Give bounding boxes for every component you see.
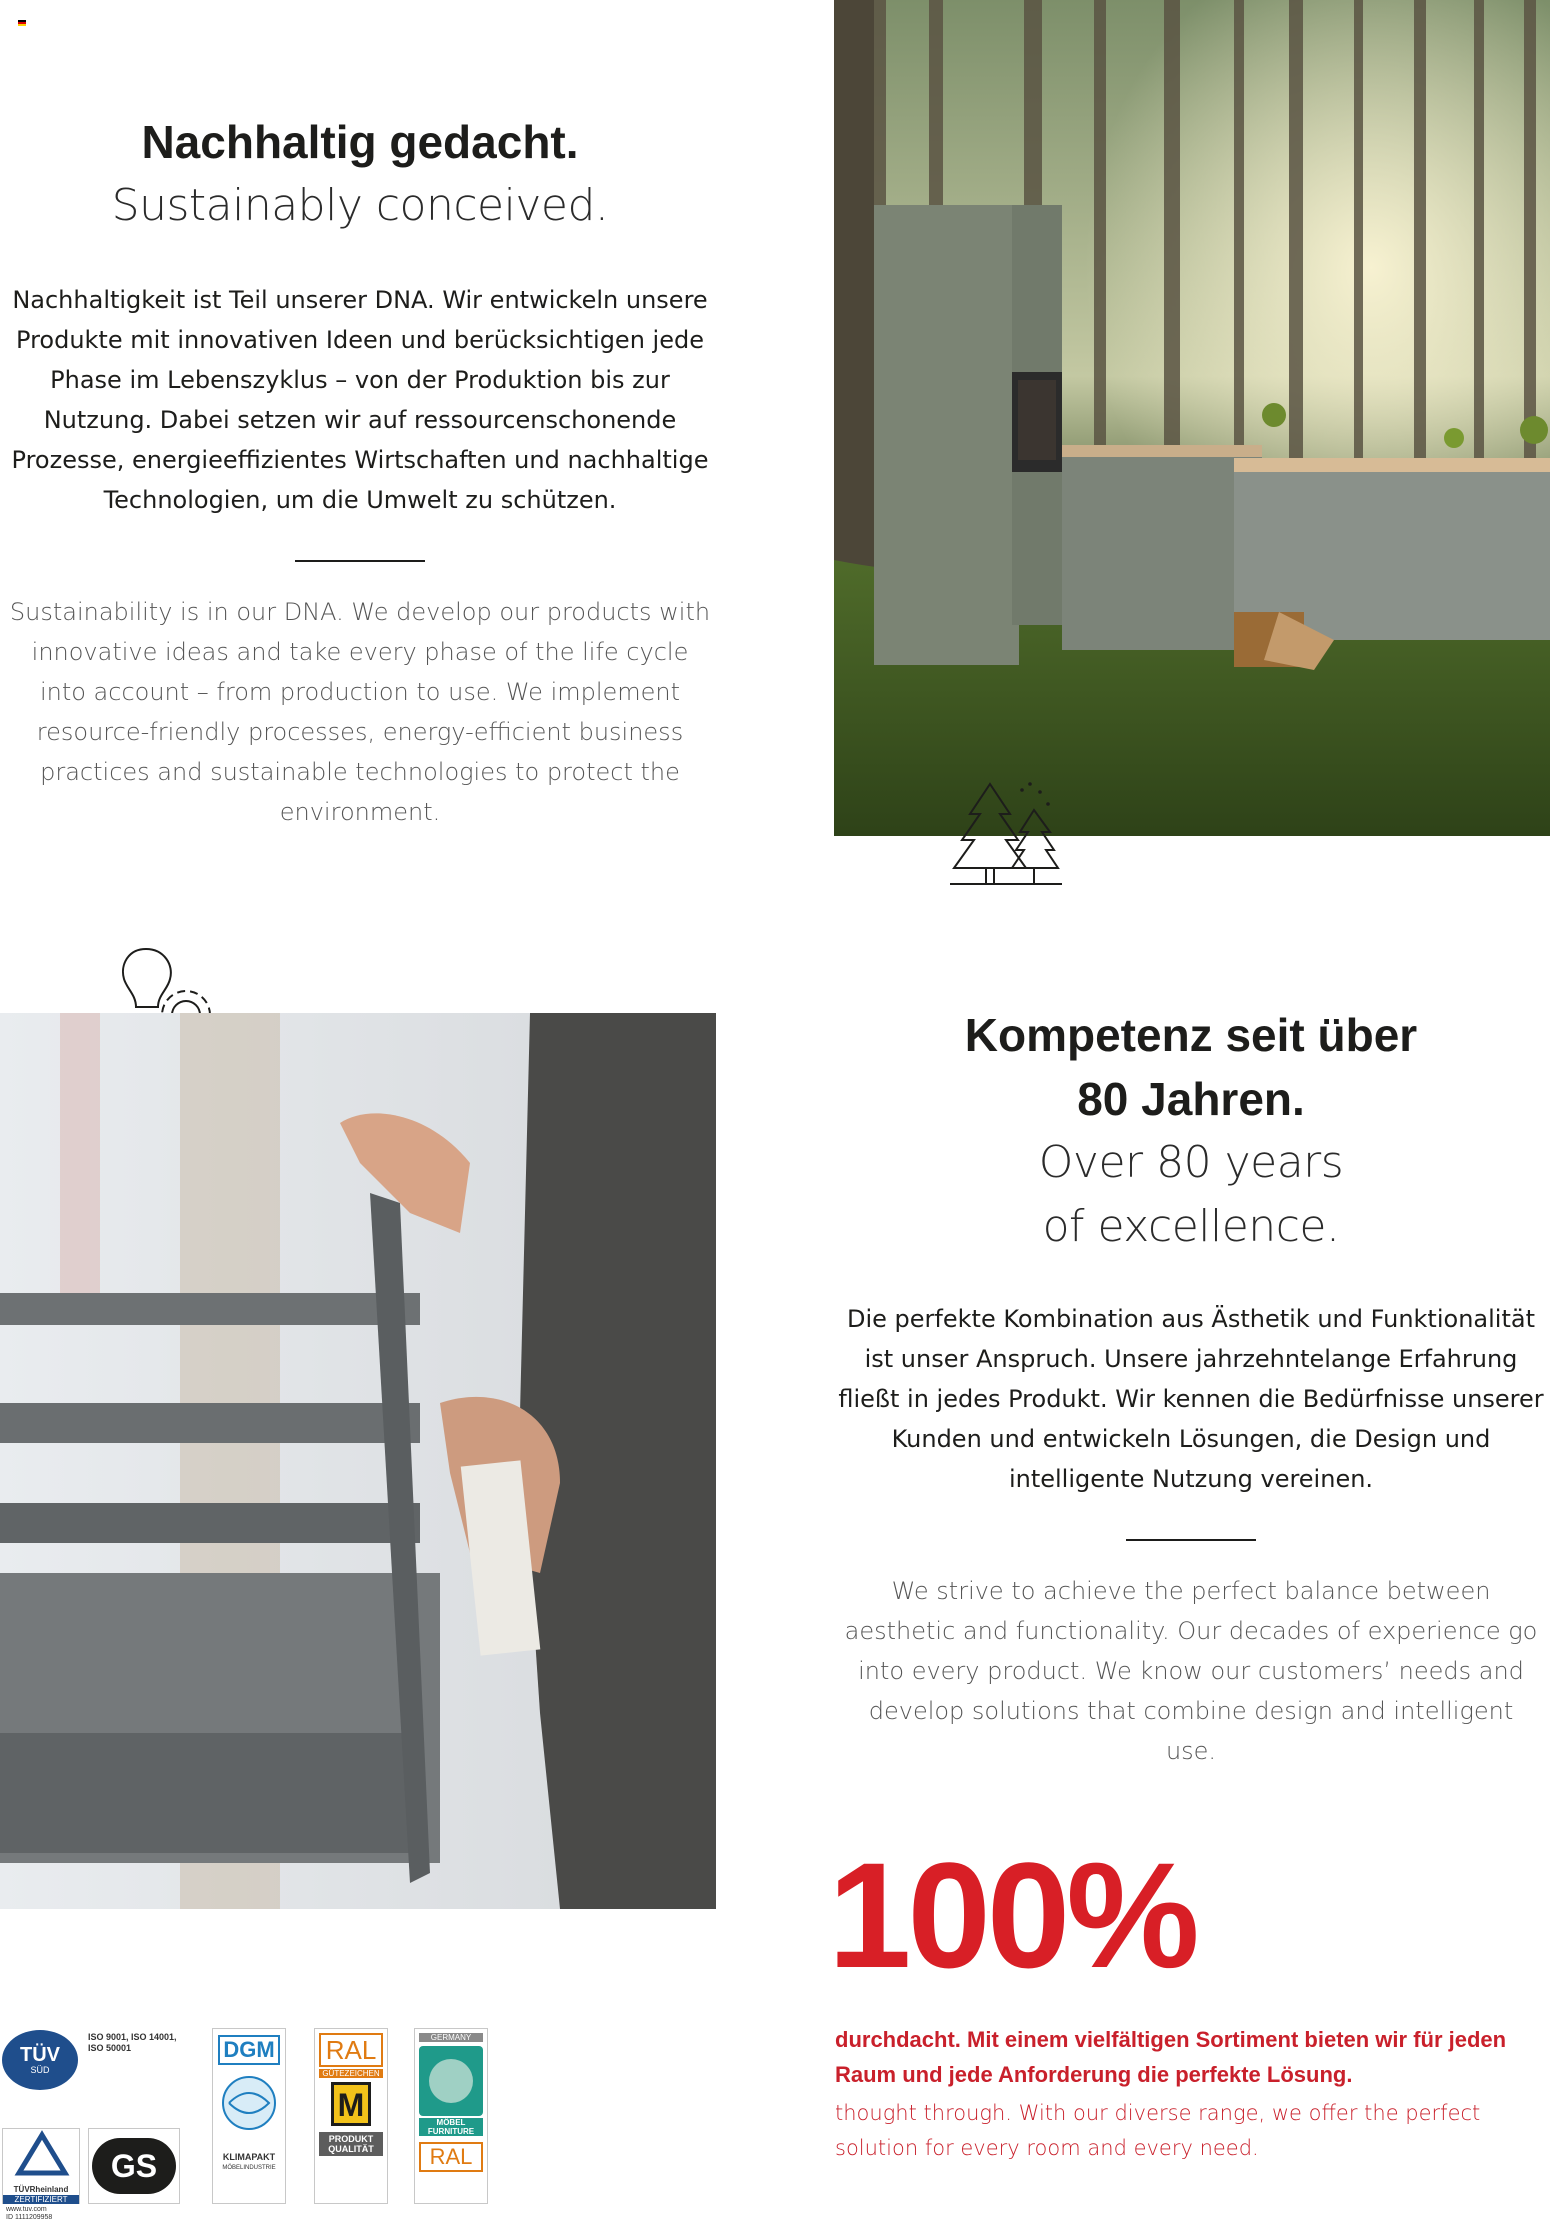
sustainability-section — [0, 110, 720, 832]
germany-top: GERMANY — [419, 2033, 483, 2042]
germany-mid1: MÖBEL — [436, 2118, 466, 2127]
iso-line1: ISO 9001, ISO 14001, — [88, 2032, 177, 2042]
dgm-mark: DGM — [218, 2035, 280, 2065]
tuv-rheinland-badge: ZERTIFIZIERT — [3, 2195, 79, 2204]
drawer-assembly-image — [0, 1013, 716, 1909]
gs-logo — [88, 2128, 180, 2204]
ral-sub: GÜTEZEICHEN — [319, 2069, 383, 2078]
germany-mid2: FURNITURE — [427, 2127, 475, 2136]
heading-de: Nachhaltig gedacht. — [141, 116, 579, 168]
excellence-section — [832, 1003, 1550, 1771]
triangle-icon — [3, 2129, 81, 2179]
dgm-klimapakt-logo — [212, 2028, 286, 2204]
dgm-sub2: MÖBELINDUSTRIE — [222, 2165, 276, 2171]
big-number: 100% — [828, 1831, 1196, 1999]
dgm-sub: KLIMAPAKT — [222, 2152, 276, 2162]
germany-ral: RAL — [419, 2142, 483, 2172]
body-de: Nachhaltigkeit ist Teil unserer DNA. Wir entwickeln unsere Produkte mit innovativen Ideen und berücksichtigen jede Phase im Lebenszyklus – von der Produktion bis zur Nutzung. Dabei setzen wir auf ressourcenschonende Prozesse, energieeffizientes Wirtschaften und nachhaltige Technologien, um die Umwelt zu schützen. — [11, 286, 709, 514]
body-en: We strive to achieve the perfect balance between aesthetic and functionality. Our decades of experience go into every product. We know our customers’ needs and develop solutions that combine design and intelligent use. — [844, 1577, 1538, 1765]
heading-de-line1: Kompetenz seit über — [964, 1009, 1418, 1061]
german-flag-icon — [18, 20, 26, 26]
iso-text — [88, 2032, 188, 2054]
tuv-rheinland-logo — [2, 2128, 80, 2204]
ral-guetezeichen-logo — [314, 2028, 388, 2204]
tuv-rheinland-name: TÜVRheinland — [13, 2185, 69, 2194]
ral-bottom1: PRODUKT — [328, 2134, 374, 2144]
globe-icon — [219, 2073, 279, 2133]
trees-icon — [950, 780, 1062, 890]
seal-icon — [429, 2059, 473, 2103]
tuv-rheinland-ref — [6, 2206, 52, 2222]
body-de: durchdacht. Mit einem vielfältigen Sortiment bieten wir für jeden Raum und jede Anforderung die perfekte Lösung. — [835, 2027, 1507, 2087]
heading-en-line2: of excellence. — [1042, 1201, 1340, 1252]
body-de: Die perfekte Kombination aus Ästhetik und Funktionalität ist unser Anspruch. Unsere jahrzehntelange Erfahrung fließt in jedes Produkt. Wir kennen die Bedürfnisse unserer Kunden und entwickeln Lösungen, die Design und intelligente Nutzung vereinen. — [838, 1305, 1544, 1493]
kitchen-in-forest-image — [834, 0, 1550, 836]
tuv-id: ID 1111209958 — [6, 2214, 53, 2221]
ral-bottom2: QUALITÄT — [328, 2144, 374, 2154]
tuv-sud-logo — [2, 2030, 82, 2092]
heading-en: Sustainably conceived. — [111, 180, 609, 231]
gs-mark: GS — [92, 2138, 176, 2194]
iso-line2: ISO 50001 — [88, 2043, 132, 2053]
tuv-url: www.tuv.com — [6, 2206, 47, 2213]
heading-en-line1: Over 80 years — [1038, 1137, 1344, 1188]
tuv-sud-sub: SÜD — [30, 2065, 50, 2075]
body-en: Sustainability is in our DNA. We develop our products with innovative ideas and take every phase of the life cycle into account – from production to use. We implement resource-friendly processes, energy-efficient business practices and sustainable technologies to protect the environment. — [9, 598, 711, 826]
moebel-germany-logo — [414, 2028, 488, 2204]
tuv-sud-mark: TÜV — [20, 2044, 60, 2066]
ral-letter: M — [331, 2082, 371, 2126]
heading-de-line2: 80 Jahren. — [1077, 1073, 1305, 1125]
body-en: thought through. With our diverse range, we offer the perfect solution for every room and every need. — [835, 2101, 1481, 2160]
ral-mark: RAL — [319, 2033, 383, 2067]
